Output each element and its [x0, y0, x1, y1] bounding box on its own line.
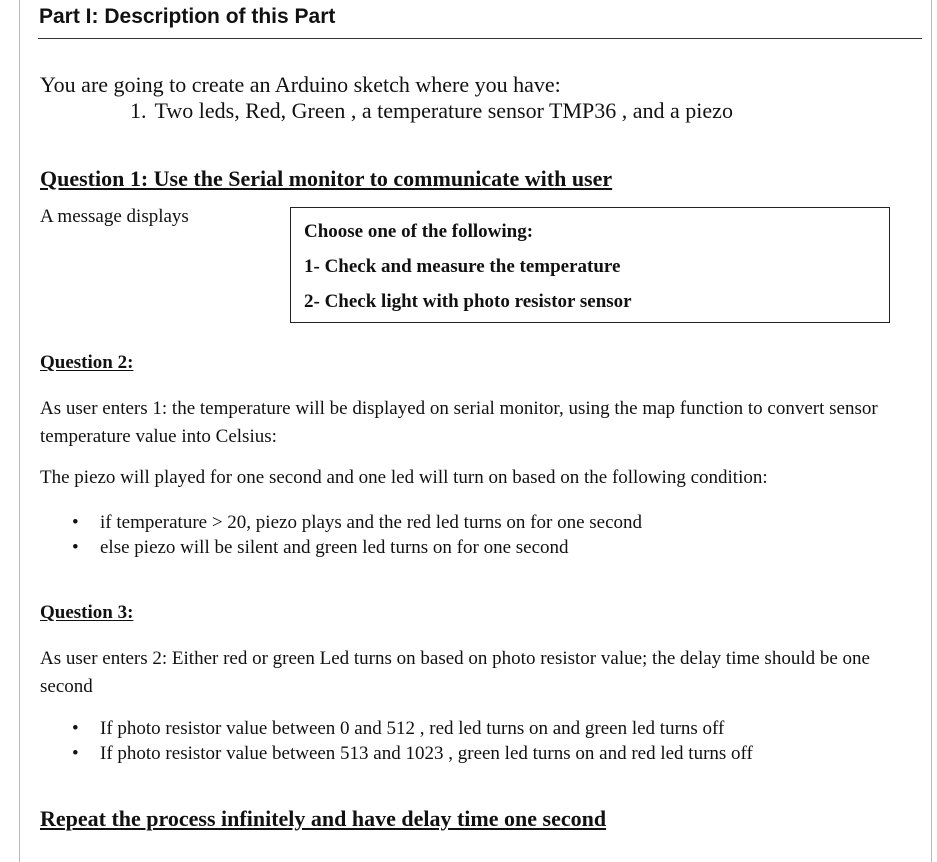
- document-page: [19, 0, 932, 862]
- bullet-icon: •: [72, 537, 79, 558]
- menu-prompt: Choose one of the following:: [304, 221, 534, 242]
- list-item-text: If photo resistor value between 0 and 512 , red led turns on and green led turns off: [100, 718, 725, 739]
- list-item-text: if temperature > 20, piezo plays and the red led turns on for one second: [100, 512, 643, 533]
- list-item-text: Two leds, Red, Green , a temperature sensor TMP36 , and a piezo: [154, 98, 733, 123]
- question-2-bullet-list: [68, 510, 642, 560]
- question-3-heading: Question 3:: [40, 602, 134, 623]
- question-3-bullet-list: [68, 716, 753, 766]
- question-2-paragraph-1: As user enters 1: the temperature will be displayed on serial monitor, using the map function to convert sensor temperature value into Celsius:: [40, 398, 878, 447]
- question-3-paragraph: As user enters 2: Either red or green Led turns on based on photo resistor value; the delay time should be one second: [40, 648, 870, 697]
- bullet-icon: •: [72, 718, 79, 739]
- intro-text: You are going to create an Arduino sketch where you have:: [40, 72, 561, 97]
- list-item: [68, 510, 642, 535]
- list-item: [68, 741, 753, 766]
- question-2-paragraph-2: The piezo will played for one second and one led will turn on based on the following condition:: [40, 467, 768, 488]
- list-item: [68, 535, 642, 560]
- question-2-heading: Question 2:: [40, 352, 134, 373]
- repeat-instruction: Repeat the process infinitely and have delay time one second: [40, 806, 607, 831]
- message-label: A message displays: [40, 206, 189, 227]
- menu-message-box: [290, 207, 890, 323]
- question-1-heading: Question 1: Use the Serial monitor to communicate with user: [40, 166, 613, 191]
- list-number: 1.: [130, 98, 147, 123]
- title-divider: [38, 38, 922, 39]
- menu-option-1: 1- Check and measure the temperature: [304, 256, 621, 277]
- list-item-text: else piezo will be silent and green led turns on for one second: [100, 537, 569, 558]
- intro-list: [130, 97, 733, 125]
- menu-option-2: 2- Check light with photo resistor sensor: [304, 291, 632, 312]
- bullet-icon: •: [72, 743, 79, 764]
- list-item-text: If photo resistor value between 513 and 1023 , green led turns on and red led turns off: [100, 743, 753, 764]
- intro-list-item: [130, 97, 733, 125]
- part-title: Part I: Description of this Part: [39, 5, 336, 28]
- bullet-icon: •: [72, 512, 79, 533]
- list-item: [68, 716, 753, 741]
